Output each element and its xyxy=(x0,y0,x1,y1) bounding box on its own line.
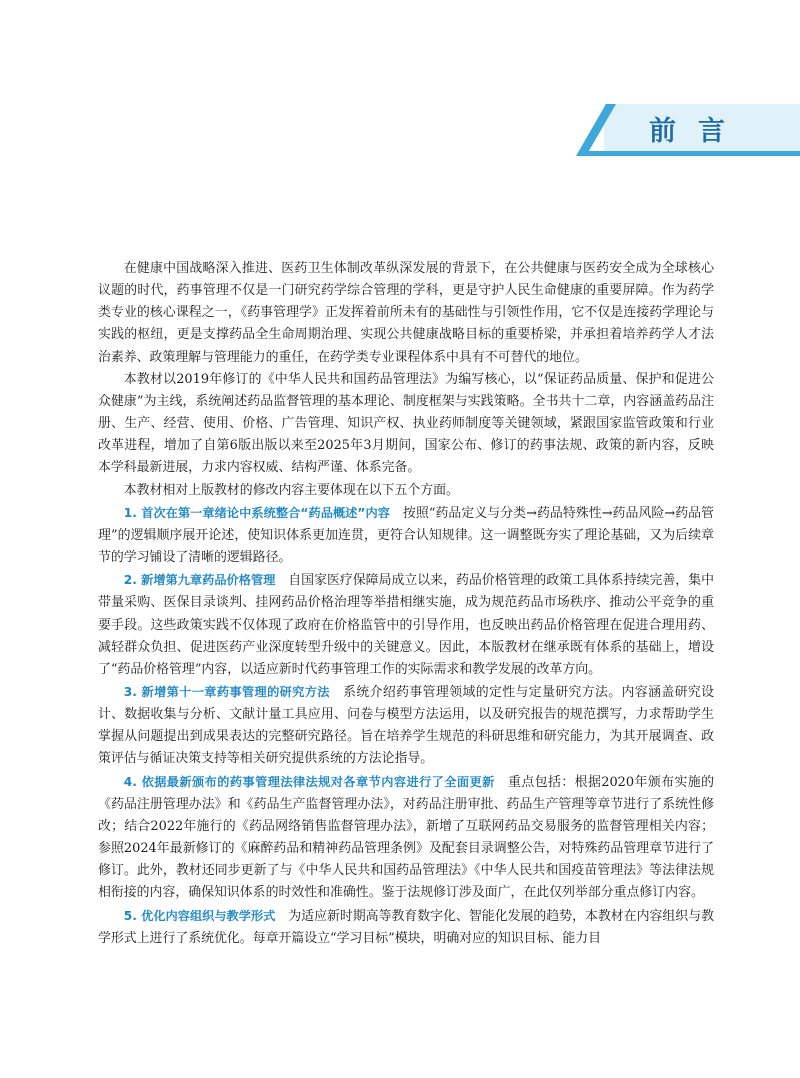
paragraph-change-4: 4. 依据最新颁布的药事管理法律法规对各章节内容进行了全面更新 重点包括：根据2020年颁布实施的《药品注册管理办法》和《药品生产监督管理办法》，对药品注册审批、药品生产管理等章节进行了系统性修改；结合2022年施行的《药品网络销售监督管理办法》，新增了互联网药品交易服务的监督管理相关内容；参照2024年最新修订的《麻醉药品和精神药品管理条例》及配套目录调整公告，对特殊药品管理章节进行了修订。此外，教材还同步更新了与《中华人民共和国药品管理法》《中华人民共和国疫苗管理法》等法律法规相衔接的内容，确保知识体系的时效性和准确性。鉴于法规修订涉及面广，在此仅列举部分重点修订内容。 xyxy=(98,774,714,901)
paragraph-basis: 本教材以2019年修订的《中华人民共和国药品管理法》为编写核心，以“保证药品质量、保护和促进公众健康”为主线，系统阐述药品监督管理的基本理论、制度框架与实践策略。全书共十二章，内容涵盖药品注册、生产、经营、使用、价格、广告管理、知识产权、执业药师制度等关键领域，紧跟国家监管政策和行业改革进程，增加了自第6版出版以来至2025年3月期间，国家公布、修订的药事法规、政策的新内容，反映本学科最新进展，力求内容权威、结构严谨、体系完备。 xyxy=(98,371,714,476)
change-heading-1: 1. 首次在第一章绪论中系统整合“药品概述”内容 xyxy=(123,505,390,520)
change-heading-5: 5. 优化内容组织与教学形式 xyxy=(123,908,276,923)
change-heading-4: 4. 依据最新颁布的药事管理法律法规对各章节内容进行了全面更新 xyxy=(123,774,495,789)
chapter-header xyxy=(0,0,800,170)
change-heading-2: 2. 新增第九章药品价格管理 xyxy=(123,573,276,588)
paragraph-change-3: 3. 新增第十一章药事管理的研究方法 系统介绍药事管理领域的定性与定量研究方法。内容涵盖研究设计、数据收集与分析、文献计量工具应用、问卷与模型方法运用，以及研究报告的规范撰写，力求帮助学生掌握从问题提出到成果表达的完整研究路径。旨在培养学生规范的科研思维和研究能力，为其开展调查、政策评估与循证决策支持等相关研究提供系统的方法论指导。 xyxy=(98,684,714,767)
change-heading-3: 3. 新增第十一章药事管理的研究方法 xyxy=(123,684,330,699)
paragraph-intro: 在健康中国战略深入推进、医药卫生体制改革纵深发展的背景下，在公共健康与医药安全成为全球核心议题的时代，药事管理不仅是一门研究药学综合管理的学科，更是守护人民生命健康的重要屏障。作为药学类专业的核心课程之一，《药事管理学》正发挥着前所未有的基础性与引领性作用，它不仅是连接药学理论与实践的枢纽，更是支撑药品全生命周期治理、实现公共健康战略目标的重要桥梁，并承担着培养药学人才法治素养、政策理解与管理能力的重任，在药学类专业课程体系中具有不可替代的地位。 xyxy=(98,261,714,365)
page-title: 前言 xyxy=(649,116,747,147)
preface-body xyxy=(98,258,714,950)
paragraph-summary: 本教材相对上版教材的修改内容主要体现在以下五个方面。 xyxy=(123,482,459,498)
paragraph-change-1: 1. 首次在第一章绪论中系统整合“药品概述”内容 按照“药品定义与分类→药品特殊性→药品风险→药品管理”的逻辑顺序展开论述，使知识体系更加连贯，更符合认知规律。这一调整既夯实了理论基础，又为后续章节的学习铺设了清晰的逻辑路径。 xyxy=(98,505,714,566)
paragraph-change-2: 2. 新增第九章药品价格管理 自国家医疗保障局成立以来，药品价格管理的政策工具体系持续完善，集中带量采购、医保目录谈判、挂网药品价格治理等举措相继实施，成为规范药品市场秩序、推动公平竞争的重要手段。这些政策实践不仅体现了政府在价格监管中的引导作用，也反映出药品价格管理在促进合理用药、减轻群众负担、促进医药产业深度转型升级中的关键意义。因此，本版教材在继承既有体系的基础上，增设了“药品价格管理”内容，以适应新时代药事管理工作的实际需求和教学发展的改革方向。 xyxy=(98,573,715,677)
paragraph-change-5: 5. 优化内容组织与教学形式 为适应新时期高等教育数字化、智能化发展的趋势，本教材在内容组织与教学形式上进行了系统优化。每章开篇设立“学习目标”模块，明确对应的知识目标、能力目 xyxy=(98,908,715,946)
